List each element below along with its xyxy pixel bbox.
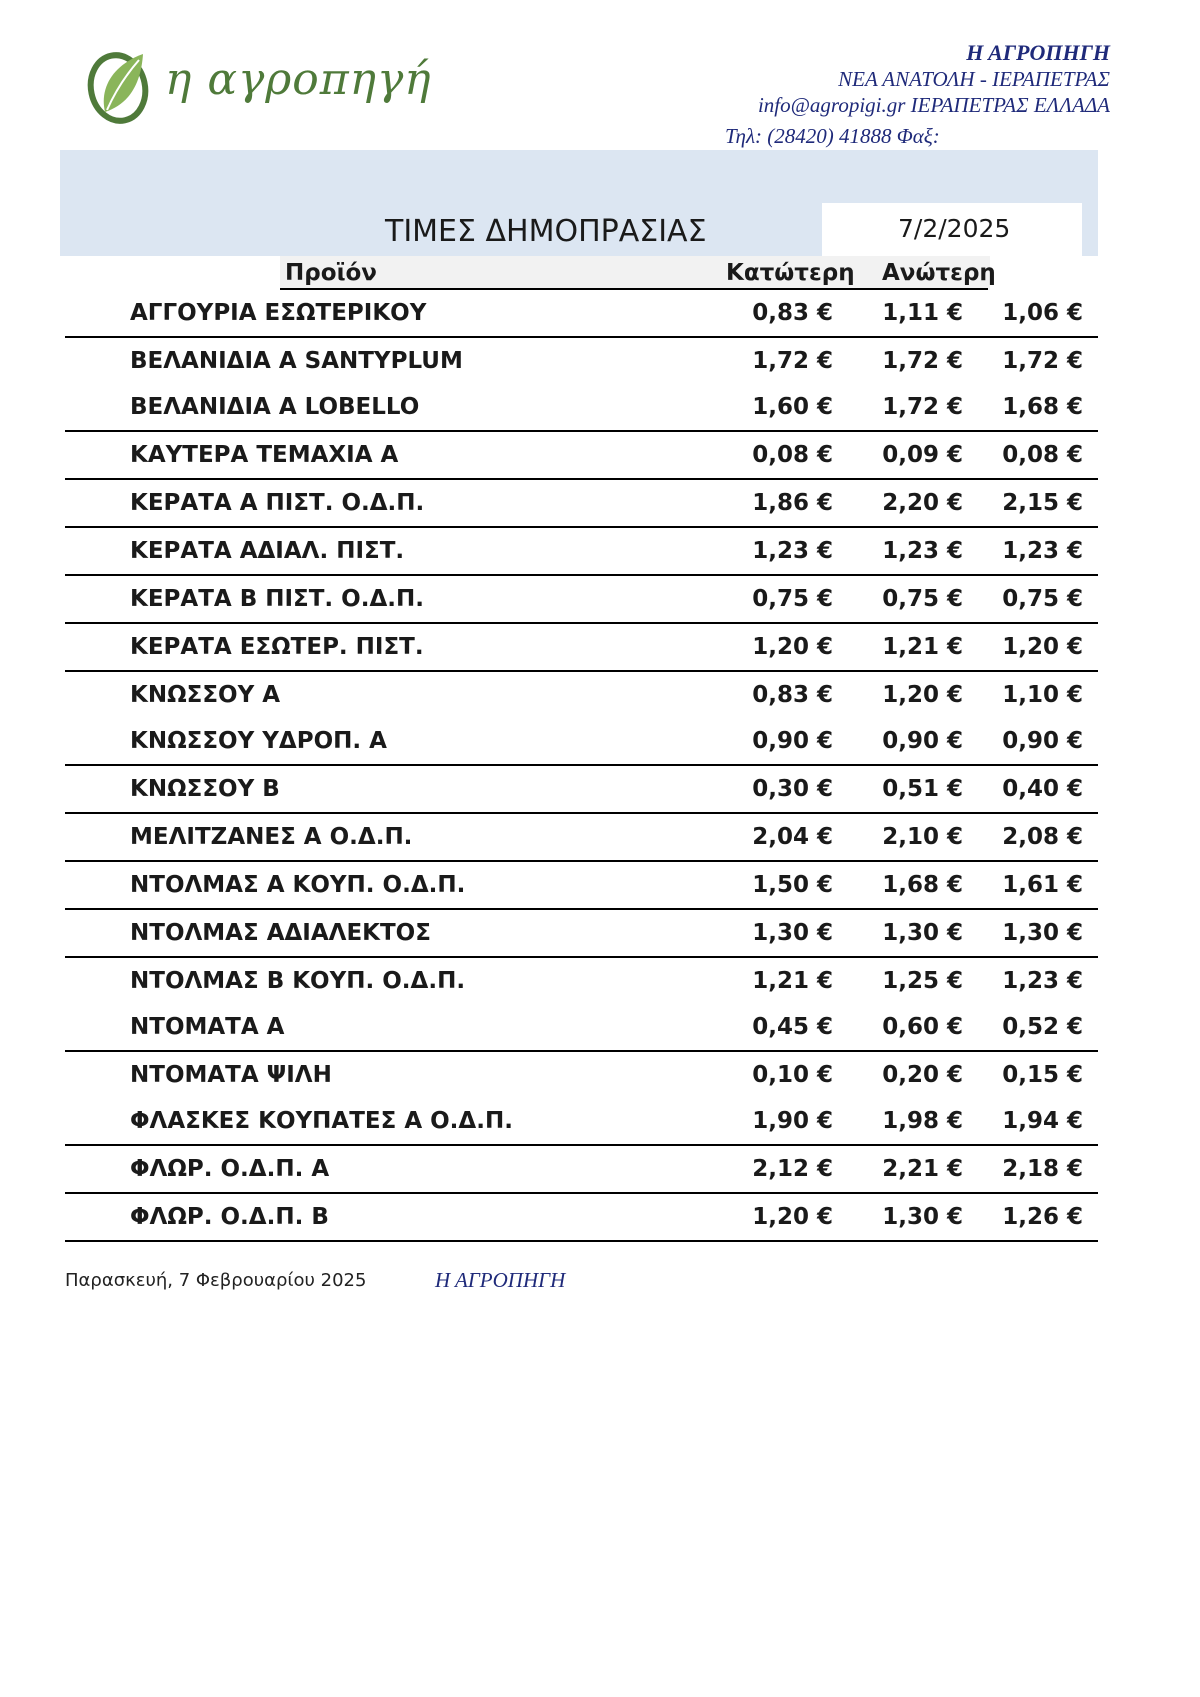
price-table xyxy=(65,290,1098,1242)
price-table-body xyxy=(65,290,1098,1241)
max-price-cell: 1,23 € xyxy=(833,527,963,575)
product-name-cell: ΚΝΩΣΣΟΥ Α xyxy=(65,671,658,718)
table-row xyxy=(65,527,1098,575)
product-name-cell: ΚΝΩΣΣΟΥ Β xyxy=(65,765,658,813)
max-price-cell: 0,09 € xyxy=(833,431,963,479)
avg-price-cell: 0,52 € xyxy=(1002,1014,1083,1040)
table-row xyxy=(65,1193,1098,1241)
min-price-cell: 0,45 € xyxy=(752,1014,833,1040)
avg-price-cell: 1,94 € xyxy=(1002,1108,1083,1134)
table-row xyxy=(65,909,1098,957)
company-email-line: info@agropigi.gr ΙΕΡΑΠΕΤΡΑΣ ΕΛΛΑΔΑ xyxy=(757,93,1110,117)
company-phone-line: Τηλ: (28420) 41888 Φαξ: xyxy=(725,124,940,148)
avg-price-cell: 1,10 € xyxy=(963,671,1098,718)
table-row xyxy=(65,337,1098,384)
avg-price-cell: 0,75 € xyxy=(963,575,1098,623)
min-price-cell: 0,75 € xyxy=(658,575,833,623)
min-price-cell: 1,20 € xyxy=(658,623,833,671)
max-price-cell: 0,75 € xyxy=(833,575,963,623)
max-price-cell: 1,30 € xyxy=(833,1193,963,1241)
product-name-cell: ΜΕΛΙΤΖΑΝΕΣ Α Ο.Δ.Π. xyxy=(65,813,658,861)
min-price-cell: 0,08 € xyxy=(658,431,833,479)
footer-company: Η ΑΓΡΟΠΗΓΗ xyxy=(435,1268,566,1292)
table-row xyxy=(65,671,1098,718)
table-row xyxy=(65,479,1098,527)
product-name-cell: ΝΤΟΛΜΑΣ Α ΚΟΥΠ. Ο.Δ.Π. xyxy=(65,861,658,909)
product-name-cell: ΚΕΡΑΤΑ Β ΠΙΣΤ. Ο.Δ.Π. xyxy=(65,575,658,623)
max-price-cell: 1,72 € xyxy=(833,337,963,384)
product-name-cell: ΝΤΟΛΜΑΣ ΑΔΙΑΛΕΚΤΟΣ xyxy=(65,909,658,957)
product-name-cell: ΝΤΟΛΜΑΣ Β ΚΟΥΠ. Ο.Δ.Π. xyxy=(65,957,658,1004)
max-price-cell: 0,20 € xyxy=(833,1051,963,1098)
max-price-cell: 0,51 € xyxy=(833,765,963,813)
table-row xyxy=(65,1098,1098,1145)
page-title: ΤΙΜΕΣ ΔΗΜΟΠΡΑΣΙΑΣ xyxy=(385,214,707,249)
table-row xyxy=(65,813,1098,861)
product-name-cell: ΦΛΩΡ. Ο.Δ.Π. Α xyxy=(65,1145,658,1193)
leaf-icon xyxy=(85,46,155,126)
avg-price-cell: 0,90 € xyxy=(1002,728,1083,754)
max-price-cell: 2,20 € xyxy=(833,479,963,527)
column-header-product: Προϊόν xyxy=(285,260,377,286)
product-name-cell: ΑΓΓΟΥΡΙΑ ΕΣΩΤΕΡΙΚΟΥ xyxy=(130,300,427,326)
company-logo xyxy=(85,46,432,136)
logo-text: η αγροπηγή xyxy=(165,54,432,105)
max-price-cell: 2,21 € xyxy=(833,1145,963,1193)
avg-price-cell: 0,15 € xyxy=(963,1051,1098,1098)
min-price-cell: 2,04 € xyxy=(658,813,833,861)
max-price-cell: 0,60 € xyxy=(882,1014,963,1040)
table-row xyxy=(65,1145,1098,1193)
product-name-cell: ΚΑΥΤΕΡΑ ΤΕΜΑΧΙΑ Α xyxy=(65,431,658,479)
product-name-cell: ΚΕΡΑΤΑ ΕΣΩΤΕΡ. ΠΙΣΤ. xyxy=(65,623,658,671)
max-price-cell: 1,30 € xyxy=(833,909,963,957)
table-row xyxy=(65,290,1098,337)
product-name-cell: ΝΤΟΜΑΤΑ ΨΙΛΗ xyxy=(65,1051,658,1098)
avg-price-cell: 2,15 € xyxy=(963,479,1098,527)
column-header-min: Κατώτερη xyxy=(726,260,855,286)
table-row xyxy=(65,957,1098,1004)
min-price-cell: 0,83 € xyxy=(658,671,833,718)
report-date: 7/2/2025 xyxy=(898,214,1011,243)
min-price-cell: 1,90 € xyxy=(752,1108,833,1134)
min-price-cell: 0,83 € xyxy=(752,300,833,326)
product-name-cell: ΝΤΟΜΑΤΑ Α xyxy=(130,1014,285,1040)
min-price-cell: 0,30 € xyxy=(658,765,833,813)
min-price-cell: 1,86 € xyxy=(658,479,833,527)
table-row xyxy=(65,384,1098,431)
max-price-cell: 1,98 € xyxy=(882,1108,963,1134)
table-row xyxy=(65,575,1098,623)
max-price-cell: 1,68 € xyxy=(833,861,963,909)
table-row xyxy=(65,1051,1098,1098)
avg-price-cell: 1,20 € xyxy=(963,623,1098,671)
avg-price-cell: 0,08 € xyxy=(963,431,1098,479)
avg-price-cell: 0,40 € xyxy=(963,765,1098,813)
avg-price-cell: 1,61 € xyxy=(963,861,1098,909)
max-price-cell: 1,72 € xyxy=(882,394,963,420)
avg-price-cell: 1,30 € xyxy=(963,909,1098,957)
table-row xyxy=(65,718,1098,765)
min-price-cell: 0,10 € xyxy=(658,1051,833,1098)
min-price-cell: 1,50 € xyxy=(658,861,833,909)
avg-price-cell: 1,72 € xyxy=(963,337,1098,384)
product-name-cell: ΚΕΡΑΤΑ ΑΔΙΑΛ. ΠΙΣΤ. xyxy=(65,527,658,575)
table-row xyxy=(65,431,1098,479)
min-price-cell: 0,90 € xyxy=(752,728,833,754)
min-price-cell: 1,30 € xyxy=(658,909,833,957)
max-price-cell: 1,20 € xyxy=(833,671,963,718)
max-price-cell: 0,90 € xyxy=(882,728,963,754)
company-name: Η ΑΓΡΟΠΗΓΗ xyxy=(966,40,1110,65)
product-name-cell: ΒΕΛΑΝΙΔΙΑ Α LOBELLO xyxy=(130,394,420,420)
avg-price-cell: 1,23 € xyxy=(963,527,1098,575)
max-price-cell: 1,21 € xyxy=(833,623,963,671)
avg-price-cell: 1,68 € xyxy=(1002,394,1083,420)
min-price-cell: 1,23 € xyxy=(658,527,833,575)
product-name-cell: ΦΛΩΡ. Ο.Δ.Π. Β xyxy=(65,1193,658,1241)
table-row xyxy=(65,623,1098,671)
avg-price-cell: 2,18 € xyxy=(963,1145,1098,1193)
min-price-cell: 2,12 € xyxy=(658,1145,833,1193)
product-name-cell: ΒΕΛΑΝΙΔΙΑ Α SANTYPLUM xyxy=(65,337,658,384)
max-price-cell: 1,25 € xyxy=(833,957,963,1004)
avg-price-cell: 1,06 € xyxy=(1002,300,1083,326)
max-price-cell: 2,10 € xyxy=(833,813,963,861)
min-price-cell: 1,72 € xyxy=(658,337,833,384)
table-row xyxy=(65,765,1098,813)
min-price-cell: 1,60 € xyxy=(752,394,833,420)
avg-price-cell: 1,23 € xyxy=(963,957,1098,1004)
table-row xyxy=(65,861,1098,909)
table-row xyxy=(65,1004,1098,1051)
avg-price-cell: 2,08 € xyxy=(963,813,1098,861)
product-name-cell: ΚΕΡΑΤΑ Α ΠΙΣΤ. Ο.Δ.Π. xyxy=(65,479,658,527)
company-location: ΝΕΑ ΑΝΑΤΟΛΗ - ΙΕΡΑΠΕΤΡΑΣ xyxy=(838,67,1110,91)
min-price-cell: 1,21 € xyxy=(658,957,833,1004)
max-price-cell: 1,11 € xyxy=(882,300,963,326)
company-info xyxy=(758,40,1110,118)
product-name-cell: ΚΝΩΣΣΟΥ ΥΔΡΟΠ. Α xyxy=(130,728,387,754)
footer-date: Παρασκευή, 7 Φεβρουαρίου 2025 xyxy=(65,1270,367,1291)
avg-price-cell: 1,26 € xyxy=(963,1193,1098,1241)
column-header-max: Ανώτερη xyxy=(882,260,996,286)
product-name-cell: ΦΛΑΣΚΕΣ ΚΟΥΠΑΤΕΣ Α Ο.Δ.Π. xyxy=(130,1108,513,1134)
min-price-cell: 1,20 € xyxy=(658,1193,833,1241)
